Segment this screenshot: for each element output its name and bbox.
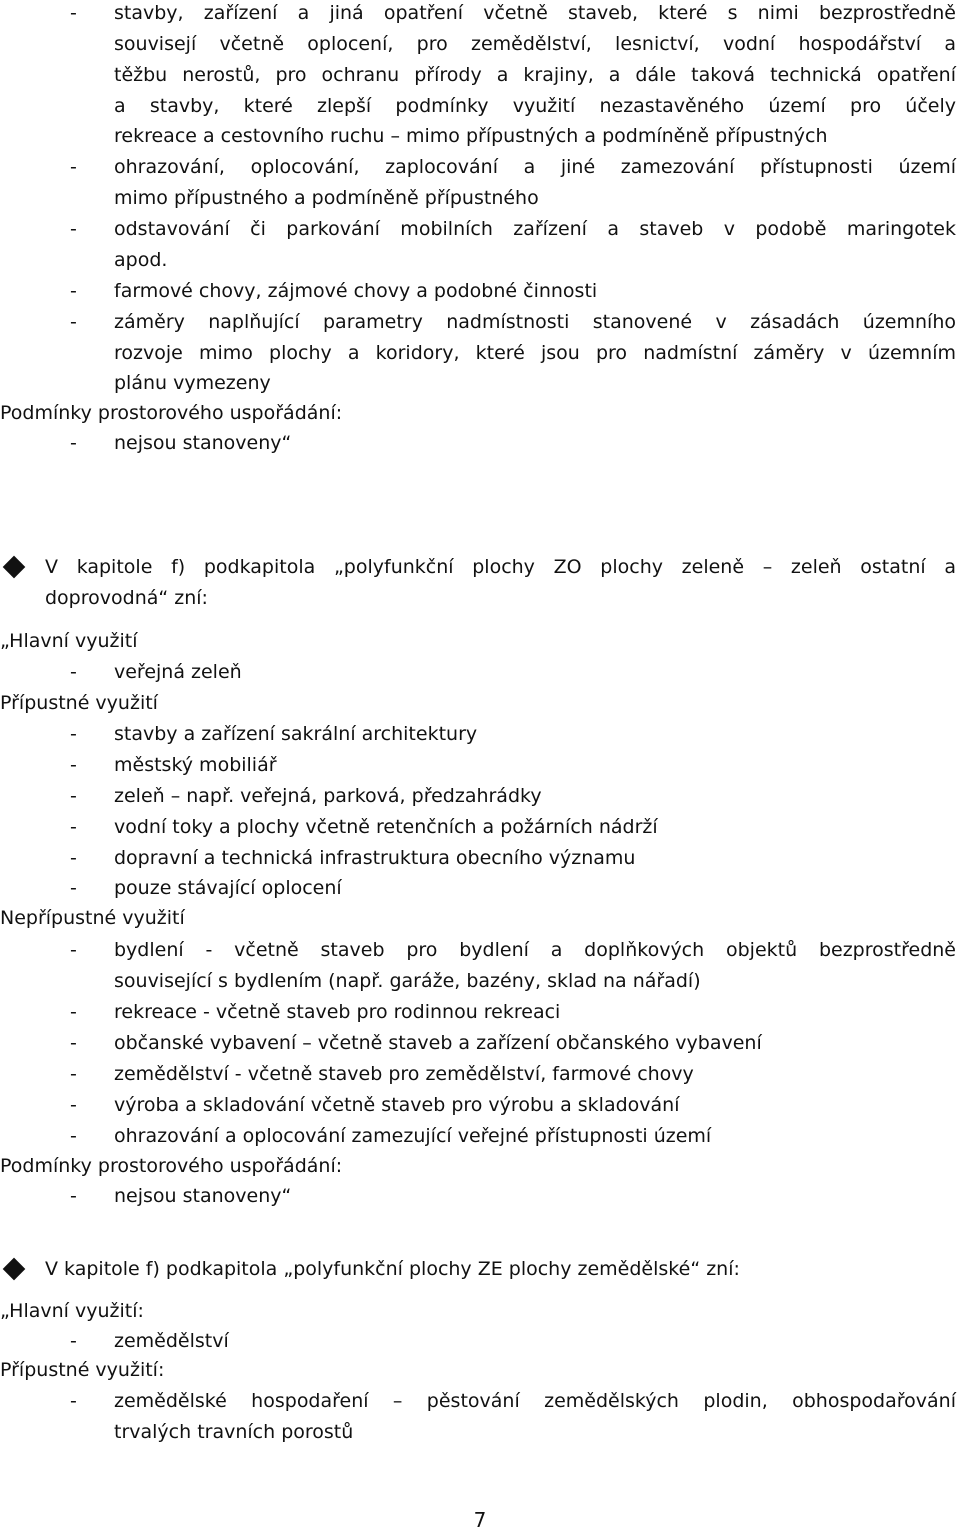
list-item: zemědělství bbox=[114, 1330, 229, 1352]
list-item: veřejná zeleň bbox=[114, 661, 242, 683]
dash: - bbox=[70, 723, 77, 745]
list-item-cont: apod. bbox=[114, 249, 168, 271]
list-item-cont: a stavby, které zlepší podmínky využití nezastavěného území pro účely bbox=[114, 95, 956, 117]
list-item-cont: rekreace a cestovního ruchu – mimo přípustných a podmíněně přípustných bbox=[114, 125, 828, 147]
list-item: zeleň – např. veřejná, parková, předzahrádky bbox=[114, 785, 542, 807]
forbidden-use-heading: Nepřípustné využití bbox=[0, 907, 185, 929]
list-item: bydlení - včetně staveb pro bydlení a doplňkových objektů bezprostředně bbox=[114, 939, 956, 961]
dash: - bbox=[70, 1094, 77, 1116]
dash: - bbox=[70, 877, 77, 899]
diamond-bullet-icon bbox=[3, 1258, 26, 1281]
dash: - bbox=[70, 218, 77, 240]
list-item: odstavování či parkování mobilních zařízení a staveb v podobě maringotek bbox=[114, 218, 956, 240]
list-item: ohrazování, oplocování, zaplocování a jiné zamezování přístupnosti území bbox=[114, 156, 956, 178]
dash: - bbox=[70, 1330, 77, 1352]
dash: - bbox=[70, 847, 77, 869]
list-item-cont: mimo přípustného a podmíněně přípustného bbox=[114, 187, 539, 209]
page-number: 7 bbox=[473, 1508, 487, 1532]
list-item-cont: trvalých travních porostů bbox=[114, 1421, 354, 1443]
dash: - bbox=[70, 1390, 77, 1412]
list-item: vodní toky a plochy včetně retenčních a požárních nádrží bbox=[114, 816, 658, 838]
dash: - bbox=[70, 280, 77, 302]
dash: - bbox=[70, 1185, 77, 1207]
list-item: občanské vybavení – včetně staveb a zařízení občanského vybavení bbox=[114, 1032, 762, 1054]
list-item: nejsou stanoveny“ bbox=[114, 432, 292, 454]
list-item: zemědělství - včetně staveb pro zemědělství, farmové chovy bbox=[114, 1063, 694, 1085]
dash: - bbox=[70, 1125, 77, 1147]
allowed-use-heading: Přípustné využití bbox=[0, 692, 158, 714]
section-intro: V kapitole f) podkapitola „polyfunkční plochy ZE plochy zemědělské“ zní: bbox=[45, 1258, 740, 1280]
list-item-cont: rozvoje mimo plochy a koridory, které jsou pro nadmístní záměry v územním bbox=[114, 342, 956, 364]
list-item: výroba a skladování včetně staveb pro výrobu a skladování bbox=[114, 1094, 680, 1116]
section-intro: V kapitole f) podkapitola „polyfunkční plochy ZO plochy zeleně – zeleň ostatní a bbox=[45, 556, 956, 578]
dash: - bbox=[70, 785, 77, 807]
list-item: stavby, zařízení a jiná opatření včetně staveb, které s nimi bezprostředně bbox=[114, 2, 956, 24]
dash: - bbox=[70, 661, 77, 683]
list-item: zemědělské hospodaření – pěstování zemědělských plodin, obhospodařování bbox=[114, 1390, 956, 1412]
section-intro-cont: doprovodná“ zní: bbox=[45, 587, 208, 609]
list-item: pouze stávající oplocení bbox=[114, 877, 342, 899]
dash: - bbox=[70, 156, 77, 178]
dash: - bbox=[70, 1063, 77, 1085]
dash: - bbox=[70, 311, 77, 333]
conditions-heading: Podmínky prostorového uspořádání: bbox=[0, 402, 343, 424]
dash: - bbox=[70, 1032, 77, 1054]
allowed-use-heading: Přípustné využití: bbox=[0, 1359, 165, 1381]
list-item-cont: souvisejí včetně oplocení, pro zemědělství, lesnictví, vodní hospodářství a bbox=[114, 33, 956, 55]
main-use-heading: „Hlavní využití bbox=[0, 630, 138, 652]
list-item-cont: těžbu nerostů, pro ochranu přírody a krajiny, a dále taková technická opatření bbox=[114, 64, 956, 86]
list-item-cont: související s bydlením (např. garáže, bazény, sklad na nářadí) bbox=[114, 970, 701, 992]
list-item: stavby a zařízení sakrální architektury bbox=[114, 723, 478, 745]
list-item-cont: plánu vymezeny bbox=[114, 372, 271, 394]
list-item: ohrazování a oplocování zamezující veřejné přístupnosti území bbox=[114, 1125, 712, 1147]
list-item: dopravní a technická infrastruktura obecního významu bbox=[114, 847, 636, 869]
dash: - bbox=[70, 816, 77, 838]
list-item: záměry naplňující parametry nadmístnosti stanovené v zásadách územního bbox=[114, 311, 956, 333]
list-item: farmové chovy, zájmové chovy a podobné činnosti bbox=[114, 280, 598, 302]
dash: - bbox=[70, 939, 77, 961]
dash: - bbox=[70, 754, 77, 776]
list-item: rekreace - včetně staveb pro rodinnou rekreaci bbox=[114, 1001, 561, 1023]
conditions-heading: Podmínky prostorového uspořádání: bbox=[0, 1155, 343, 1177]
list-item: nejsou stanoveny“ bbox=[114, 1185, 292, 1207]
main-use-heading: „Hlavní využití: bbox=[0, 1300, 144, 1322]
diamond-bullet-icon bbox=[3, 556, 26, 579]
dash: - bbox=[70, 1001, 77, 1023]
dash: - bbox=[70, 432, 77, 454]
dash: - bbox=[70, 2, 77, 24]
list-item: městský mobiliář bbox=[114, 754, 277, 776]
